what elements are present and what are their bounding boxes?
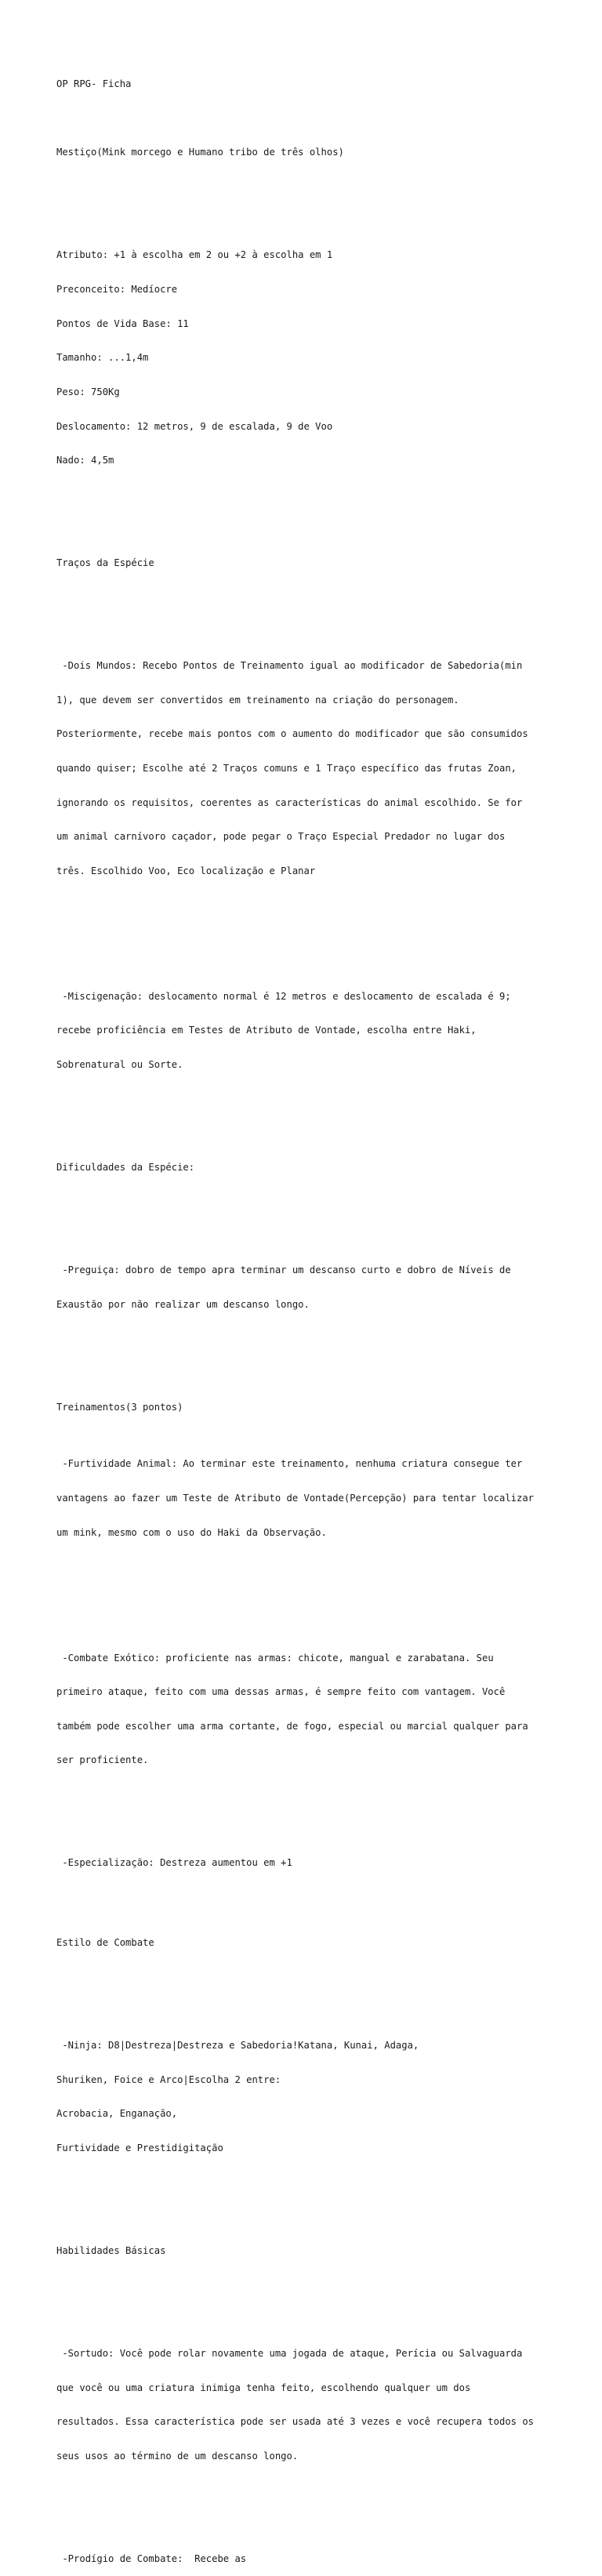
stat-preconceito: Preconceito: Medíocre: [56, 283, 178, 295]
paragraph-combate-exotico: [56, 1629, 558, 1789]
text-line: Acrobacia, Enganação,: [56, 2108, 178, 2120]
text-line: -Sortudo: Você pode rolar novamente uma jogada de ataque, Perícia ou Salvaguarda: [56, 2347, 523, 2359]
text-line: recebe proficiência em Testes de Atributo de Vontade, escolha entre Haki,: [56, 1025, 477, 1036]
text-line: vantagens ao fazer um Teste de Atributo de Vontade(Percepção) para tentar localizar: [56, 1492, 535, 1504]
text-line: -Combate Exótico: proficiente nas armas: chicote, mangual e zarabatana. Seu: [56, 1652, 494, 1664]
document-title: OP RPG- Ficha: [56, 78, 132, 90]
stat-atributo: Atributo: +1 à escolha em 2 ou +2 à escolha em 1: [56, 249, 333, 261]
section-heading-habilidades: Habilidades Básicas: [56, 2245, 166, 2256]
text-line: três. Escolhido Voo, Eco localização e Planar: [56, 865, 316, 876]
section-heading-tracos: Traços da Espécie: [56, 557, 154, 569]
text-line: -Ninja: D8|Destreza|Destreza e Sabedoria!Katana, Kunai, Adaga,: [56, 2040, 419, 2052]
text-line: um mink, mesmo com o uso do Haki da Observação.: [56, 1526, 327, 1538]
paragraph-dois-mundos: [56, 637, 558, 900]
paragraph-ninja: [56, 2017, 558, 2177]
section-heading-estilo: Estilo de Combate: [56, 1937, 154, 1949]
paragraph-especializacao: -Especialização: Destreza aumentou em +1: [56, 1857, 292, 1869]
race-line: Mestiço(Mink morcego e Humano tribo de três olhos): [56, 147, 344, 158]
text-line: primeiro ataque, feito com uma dessas armas, é sempre feito com vantagem. Você: [56, 1686, 506, 1698]
text-line: que você ou uma criatura inimiga tenha feito, escolhendo qualquer um dos: [56, 2382, 471, 2393]
section-heading-dificuldades: Dificuldades da Espécie:: [56, 1162, 195, 1174]
paragraph-preguica: [56, 1242, 558, 1333]
paragraph-miscigenacao: [56, 968, 558, 1094]
document-page: [56, 56, 558, 2576]
paragraph-prodigio: -Prodígio de Combate: Recebe as: [56, 2552, 247, 2564]
stat-pontos-vida: Pontos de Vida Base: 11: [56, 317, 189, 329]
text-line: também pode escolher uma arma cortante, de fogo, especial ou marcial qualquer para: [56, 1720, 528, 1732]
stat-tamanho: Tamanho: ...1,4m: [56, 352, 149, 364]
text-line: -Preguiça: dobro de tempo apra terminar um descanso curto e dobro de Níveis de: [56, 1264, 511, 1275]
stats-block: [56, 227, 558, 489]
text-line: um animal carnívoro caçador, pode pegar o Traço Especial Predador no lugar dos: [56, 831, 506, 843]
section-heading-treinamentos: Treinamentos(3 pontos): [56, 1401, 183, 1413]
text-line: 1), que devem ser convertidos em treinamento na criação do personagem.: [56, 694, 459, 706]
text-line: Sobrenatural ou Sorte.: [56, 1059, 183, 1071]
paragraph-furtividade: [56, 1435, 558, 1561]
text-line: -Miscigenação: deslocamento normal é 12 metros e deslocamento de escalada é 9;: [56, 990, 511, 1002]
text-line: Exaustão por não realizar um descanso longo.: [56, 1298, 310, 1310]
text-line: seus usos ao término de um descanso longo.: [56, 2450, 299, 2462]
paragraph-sortudo: [56, 2325, 558, 2485]
text-line: ser proficiente.: [56, 1754, 149, 1766]
text-line: -Dois Mundos: Recebo Pontos de Treinamento igual ao modificador de Sabedoria(min: [56, 659, 523, 671]
stat-nado: Nado: 4,5m: [56, 455, 114, 466]
text-line: ignorando os requisitos, coerentes as características do animal escolhido. Se for: [56, 796, 523, 808]
text-line: Posteriormente, recebe mais pontos com o aumento do modificador que são consumidos: [56, 728, 528, 740]
text-line: Furtividade e Prestidigitação: [56, 2142, 223, 2154]
stat-peso: Peso: 750Kg: [56, 386, 120, 397]
text-line: resultados. Essa característica pode ser usada até 3 vezes e você recupera todos os: [56, 2416, 535, 2428]
text-line: -Furtividade Animal: Ao terminar este treinamento, nenhuma criatura consegue ter: [56, 1458, 523, 1470]
text-line: quando quiser; Escolhe até 2 Traços comuns e 1 Traço específico das frutas Zoan,: [56, 762, 517, 774]
text-line: Shuriken, Foice e Arco|Escolha 2 entre:: [56, 2073, 281, 2085]
stat-deslocamento: Deslocamento: 12 metros, 9 de escalada, 9 de Voo: [56, 420, 333, 432]
